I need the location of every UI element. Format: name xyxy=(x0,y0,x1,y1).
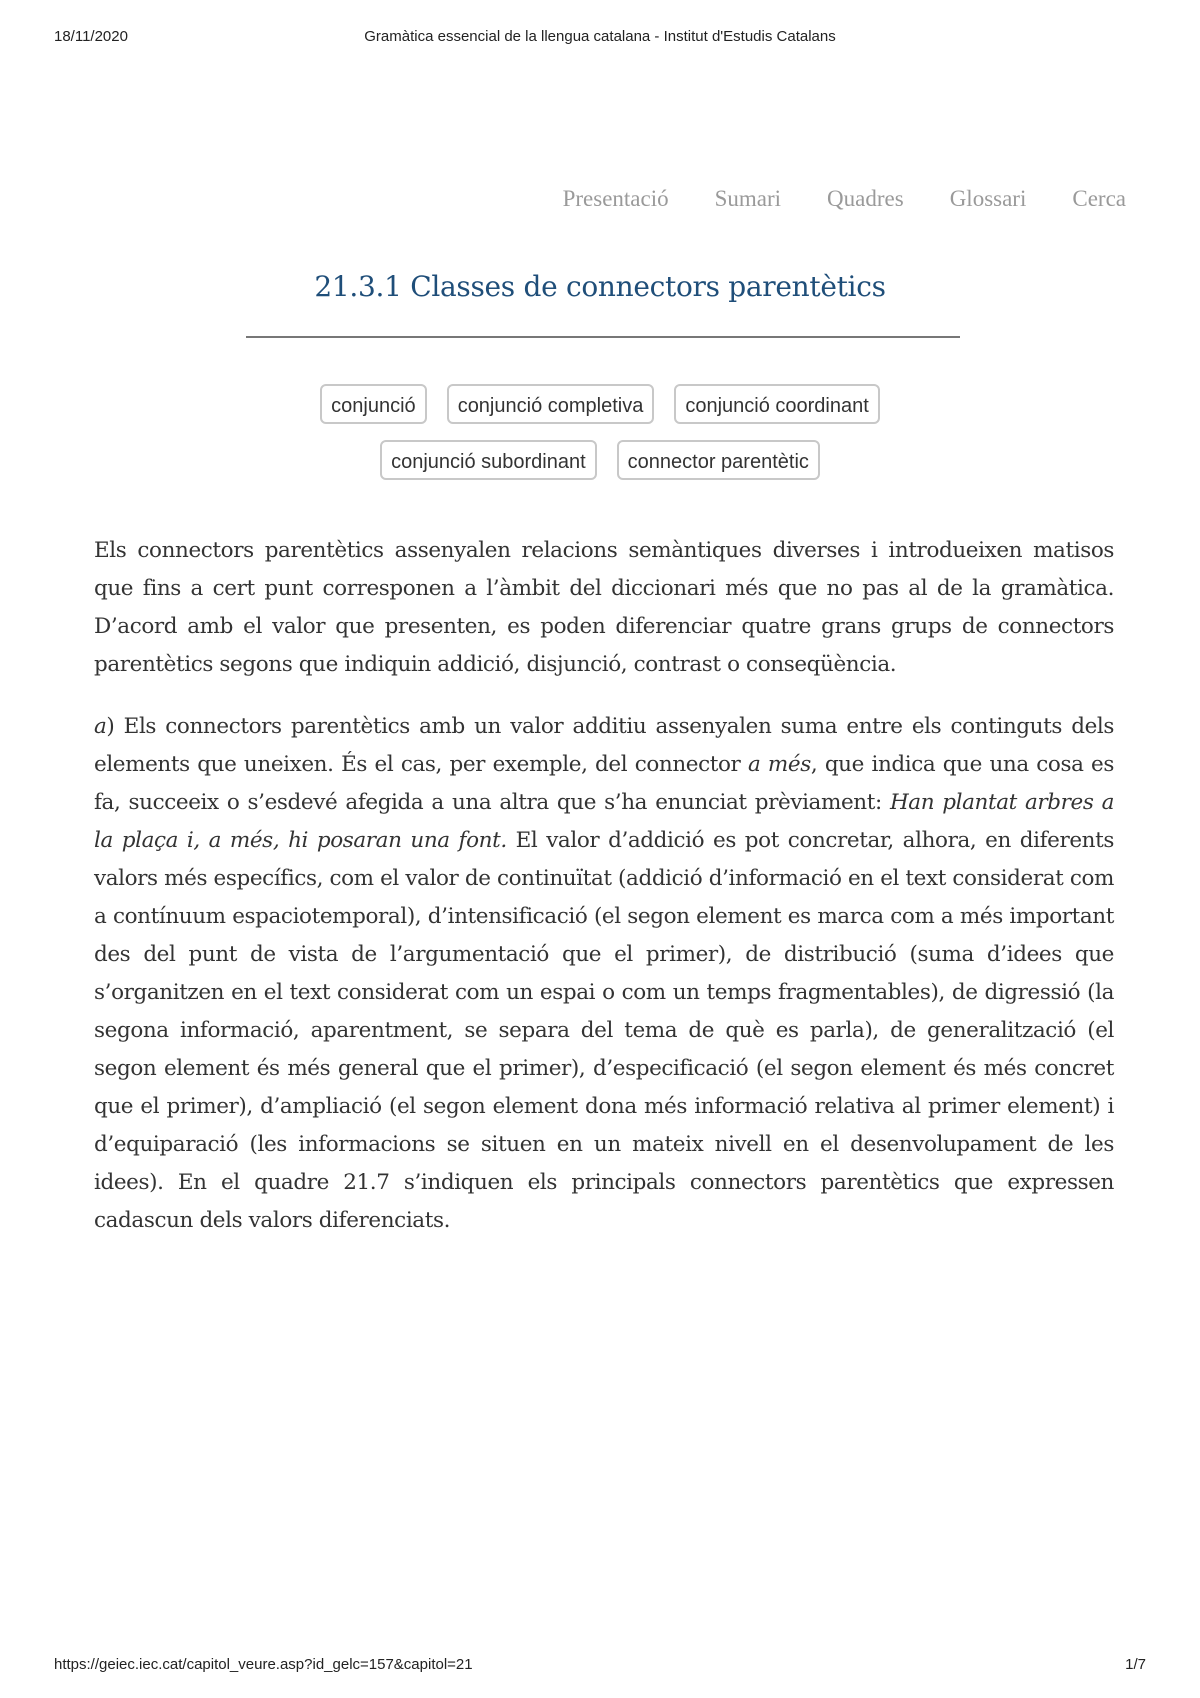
tag-conjuncio-completiva[interactable]: conjunció completiva xyxy=(447,384,655,424)
tag-connector-parentetic[interactable]: connector parentètic xyxy=(617,440,820,480)
example-term: a més xyxy=(747,752,811,777)
tag-conjuncio-coordinant[interactable]: conjunció coordinant xyxy=(674,384,879,424)
paragraph-text: El valor d’addició es pot concretar, alhora, en diferents valors més específics, com el valor de continuïtat (addició d’informació en el text considerat com a contínuum espaciotemporal), d’intensificació (el segon element es marca com a més important des del punt de vista de l’argumentació que el primer), de distribució (suma d’idees que s’organitzen en el text considerat com un espai o com un temps fragmentables), de digressió (la segona informació, aparentment, se separa del tema de què es parla), de generalització (el segon element és més general que el primer), d’especificació (el segon element és més concret que el primer), d’ampliació (el segon element dona més informació relativa al primer element) i d’equiparació (les informacions se situen en un mateix nivell en el desenvolupament de les idees). En el quadre 21.7 s’indiquen els principals connectors parentètics que expressen cadascun dels valors diferenciats. xyxy=(94,828,1114,1233)
nav-cerca[interactable]: Cerca xyxy=(1072,186,1126,211)
paragraph-text: , que indica que una cosa es fa, succeeix o s’esdevé afegida a una altra que s’ha enunciat prèviament: xyxy=(94,752,1115,815)
nav-glossari[interactable]: Glossari xyxy=(949,186,1027,211)
paragraph-additive xyxy=(94,708,1114,1240)
chapter-title: 21.3.1 Classes de connectors parentètics xyxy=(314,270,886,303)
tag-conjuncio-subordinant[interactable]: conjunció subordinant xyxy=(380,440,597,480)
title-divider xyxy=(246,336,960,338)
main-nav xyxy=(563,186,1126,212)
paragraph-text: ) Els connectors parentètics amb un valor additiu assenyalen suma entre els continguts dels elements que uneixen. És el cas, per exemple, del connector xyxy=(94,714,1114,777)
print-footer xyxy=(54,1656,1146,1676)
example-sentence: Han plantat arbres a la plaça i, a més, hi posaran una font. xyxy=(94,790,1115,853)
print-header xyxy=(54,28,1146,48)
print-date: 18/11/2020 xyxy=(54,28,128,45)
tag-conjuncio[interactable]: conjunció xyxy=(320,384,427,424)
paragraph-intro: Els connectors parentètics assenyalen relacions semàntiques diverses i introdueixen matisos que fins a cert punt corresponen a l’àmbit del diccionari més que no pas al de la gramàtica. D’acord amb el valor que presenten, es poden diferenciar quatre grans grups de connectors parentètics segons que indiquin addició, disjunció, contrast o conseqüència. xyxy=(94,538,1114,677)
paragraph-label: a xyxy=(94,714,107,739)
nav-quadres[interactable]: Quadres xyxy=(827,186,904,211)
print-document-title: Gramàtica essencial de la llengua catalana - Institut d'Estudis Catalans xyxy=(364,28,836,45)
glossary-tags xyxy=(240,384,960,480)
print-url: https://geiec.iec.cat/capitol_veure.asp?id_gelc=157&capitol=21 xyxy=(54,1656,473,1673)
nav-sumari[interactable]: Sumari xyxy=(714,186,782,211)
nav-presentacio[interactable]: Presentació xyxy=(562,186,669,211)
page-number: 1/7 xyxy=(1125,1656,1146,1673)
main-content xyxy=(94,532,1114,1264)
